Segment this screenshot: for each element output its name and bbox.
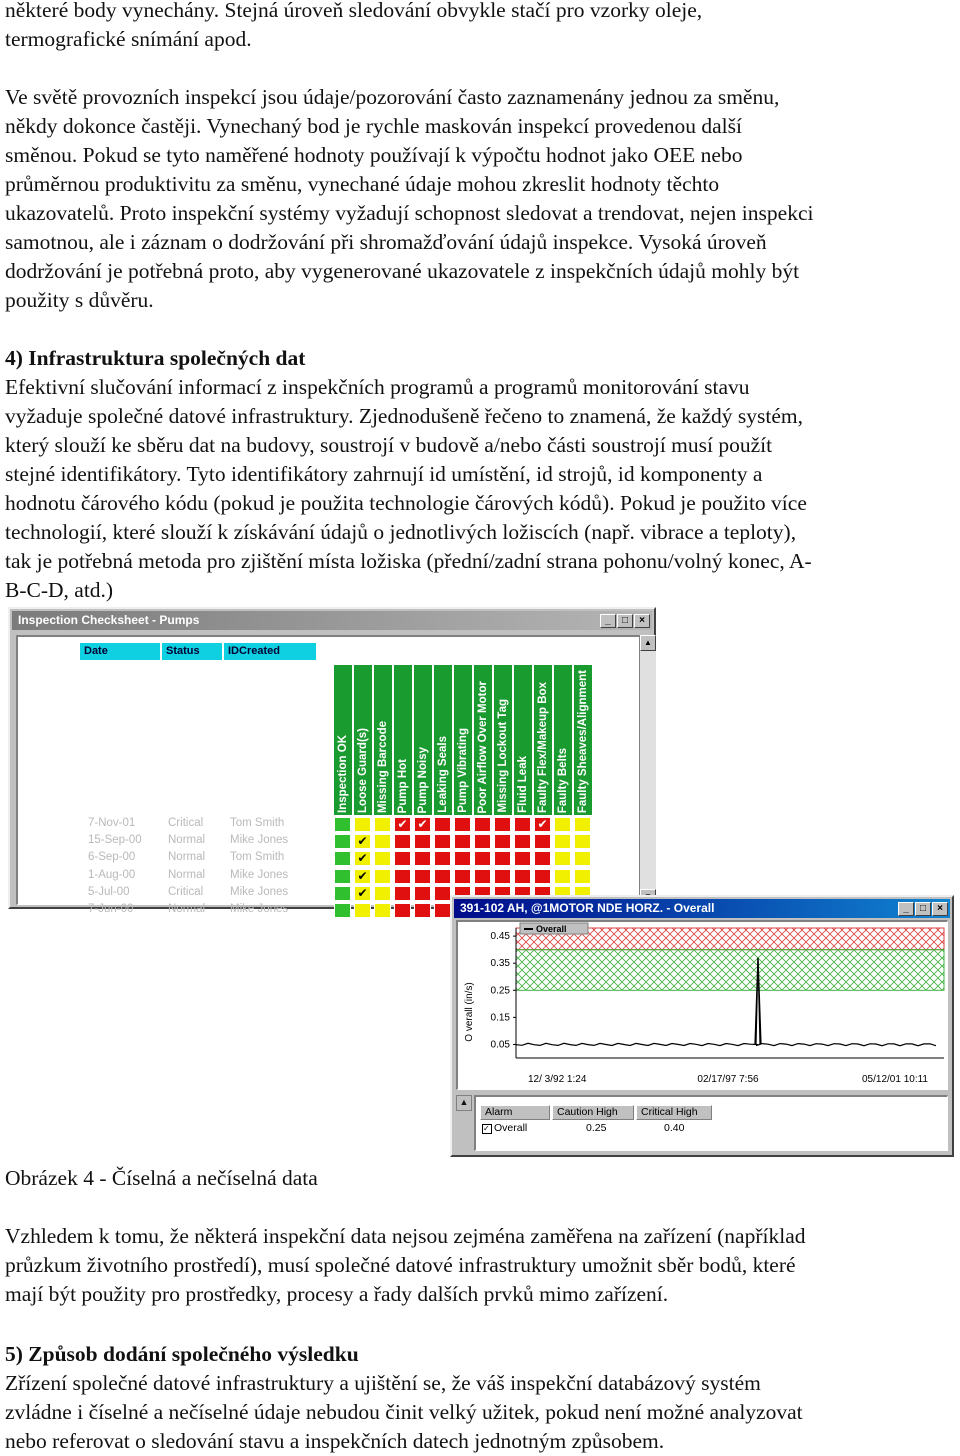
row-status: Normal bbox=[168, 868, 206, 881]
status-cell[interactable] bbox=[534, 834, 551, 849]
figure-caption: Obrázek 4 - Číselná a nečíselná data bbox=[5, 1166, 318, 1190]
status-cell[interactable] bbox=[454, 834, 471, 849]
checksheet-scrollbar[interactable] bbox=[639, 635, 656, 905]
status-cell[interactable] bbox=[394, 869, 411, 884]
alarm-row-label: Overall bbox=[494, 1122, 528, 1134]
status-cell[interactable] bbox=[514, 817, 531, 832]
column-label-text: Fluid Leak bbox=[517, 756, 529, 813]
row-status: Normal bbox=[168, 903, 206, 915]
status-cell[interactable] bbox=[494, 869, 511, 884]
alarm-table bbox=[474, 1095, 948, 1151]
column-label-text: Pump Vibrating bbox=[457, 728, 469, 813]
text-line: průměrnou produktivitu za směnu, vynechané údaje mohou zkreslit hodnoty těchto bbox=[5, 172, 720, 196]
text-line: někdy dokonce častěji. Vynechaný bod je rychle maskován inspekcí provedenou další bbox=[5, 114, 742, 138]
status-cell[interactable] bbox=[334, 817, 351, 832]
paragraph-infrastructure bbox=[5, 373, 955, 605]
column-label-text: Loose Guard(s) bbox=[357, 728, 369, 813]
text-line: Vzhledem k tomu, že některá inspekční data nejsou zejména zaměřena na zařízení (například bbox=[5, 1224, 806, 1248]
column-label-text: Pump Hot bbox=[397, 758, 409, 813]
minimize-button[interactable]: _ bbox=[898, 902, 914, 916]
column-label bbox=[534, 665, 552, 815]
row-date: 7-Nov-01 bbox=[88, 817, 136, 829]
row-date: 6-Sep-00 bbox=[88, 851, 136, 864]
caution-header: Caution High bbox=[552, 1105, 634, 1120]
status-cell[interactable] bbox=[374, 886, 391, 901]
status-cell[interactable] bbox=[514, 869, 531, 884]
status-cell[interactable]: ✔ bbox=[394, 817, 411, 832]
status-cell[interactable] bbox=[394, 851, 411, 866]
row-status: Critical bbox=[168, 817, 204, 829]
status-cell[interactable] bbox=[394, 903, 411, 918]
trend-title: 391-102 AH, @1MOTOR NDE HORZ. - Overall bbox=[460, 901, 715, 915]
status-cell[interactable] bbox=[554, 869, 571, 884]
column-label-text: Faulty Flex/Makeup Box bbox=[537, 681, 549, 813]
minimize-button[interactable]: _ bbox=[600, 614, 616, 628]
maximize-button[interactable]: □ bbox=[617, 614, 633, 628]
row-status: Normal bbox=[168, 851, 206, 864]
y-tick-label: 0.35 bbox=[490, 958, 510, 970]
status-cell[interactable] bbox=[474, 869, 491, 884]
row-id: Mike Jones bbox=[230, 903, 289, 915]
row-status: Critical bbox=[168, 885, 204, 898]
header-status[interactable]: Status bbox=[162, 643, 222, 660]
status-cell[interactable] bbox=[414, 886, 431, 901]
text-line: B-C-D, atd.) bbox=[5, 578, 114, 602]
alarm-scroll-box[interactable]: ▲ bbox=[456, 1095, 472, 1111]
status-cell[interactable] bbox=[454, 851, 471, 866]
status-cell[interactable] bbox=[374, 834, 391, 849]
status-cell[interactable] bbox=[434, 817, 451, 832]
status-cell[interactable] bbox=[474, 817, 491, 832]
row-id: Tom Smith bbox=[230, 851, 285, 864]
status-cell[interactable] bbox=[454, 869, 471, 884]
status-cell[interactable] bbox=[434, 903, 451, 918]
close-button[interactable]: × bbox=[634, 614, 650, 628]
caution-value: 0.25 bbox=[586, 1122, 607, 1134]
row-id: Tom Smith bbox=[230, 817, 285, 829]
status-cell[interactable] bbox=[574, 834, 591, 849]
status-cell[interactable] bbox=[534, 851, 551, 866]
text-line: zvládne i číselné a nečíselné údaje nebudou činit velký užitek, pokud není možné analyzovat bbox=[5, 1400, 803, 1424]
row-id: Mike Jones bbox=[230, 834, 289, 847]
column-label bbox=[474, 665, 492, 815]
text-line: vyžaduje společné datové infrastruktury. Zjednodušeně řečeno to znamená, že každý systém, bbox=[5, 404, 803, 428]
header-date[interactable]: Date bbox=[80, 643, 160, 660]
checksheet-title: Inspection Checksheet - Pumps bbox=[18, 613, 200, 627]
status-cell[interactable] bbox=[374, 869, 391, 884]
column-label bbox=[454, 665, 472, 815]
critical-header: Critical High bbox=[636, 1105, 712, 1120]
column-label-text: Faulty Belts bbox=[557, 747, 569, 813]
status-cell[interactable] bbox=[374, 851, 391, 866]
row-status: Normal bbox=[168, 834, 206, 847]
column-label-text: Poor Airflow Over Motor bbox=[477, 680, 489, 813]
status-cell[interactable] bbox=[514, 834, 531, 849]
text-line: samotnou, ale i záznam o dodržování při shromažďování údajů inspekce. Vysoká úroveň bbox=[5, 230, 767, 254]
checksheet-titlebar bbox=[12, 611, 652, 630]
status-cell[interactable] bbox=[414, 869, 431, 884]
status-cell[interactable] bbox=[554, 834, 571, 849]
text-line: Ve světě provozních inspekcí jsou údaje/pozorování často zaznamenány jednou za směnu, bbox=[5, 85, 780, 109]
text-line: dodržování je potřebná proto, aby vygenerované ukazovatele z inspekčních údajů mohly být bbox=[5, 259, 800, 283]
column-label bbox=[434, 665, 452, 815]
text-line: stejné identifikátory. Tyto identifikátory zahrnují id umístění, id strojů, id komponenty a bbox=[5, 462, 763, 486]
text-line: směnou. Pokud se tyto naměřené hodnoty používají k výpočtu hodnot jako OEE nebo bbox=[5, 143, 743, 167]
text-line: mají být použity pro prostředky, procesy a řady dalších prvků mimo zařízení. bbox=[5, 1282, 669, 1306]
y-tick-label: 0.05 bbox=[490, 1039, 510, 1051]
text-line: použity s důvěru. bbox=[5, 288, 154, 312]
maximize-button[interactable]: □ bbox=[915, 902, 931, 916]
status-cell[interactable]: ✔ bbox=[534, 817, 551, 832]
row-id: Mike Jones bbox=[230, 885, 289, 898]
close-button[interactable]: × bbox=[932, 902, 948, 916]
status-cell[interactable]: ✔ bbox=[354, 869, 371, 884]
status-cell[interactable] bbox=[354, 817, 371, 832]
row-id: Mike Jones bbox=[230, 868, 289, 881]
text-line: tak je potřebná metoda pro zjištění místa ložiska (přední/zadní strana pohonu/volný konec, A- bbox=[5, 549, 812, 573]
legend-label: Overall bbox=[536, 924, 567, 934]
status-cell[interactable] bbox=[574, 869, 591, 884]
status-cell[interactable] bbox=[534, 869, 551, 884]
x-tick-label: 02/17/97 7:56 bbox=[697, 1074, 759, 1085]
status-cell[interactable] bbox=[414, 903, 431, 918]
checkbox-icon[interactable]: ✓ bbox=[482, 1124, 492, 1134]
text-line: nebo referovat o sledování stavu a inspekčních datech jednotným způsobem. bbox=[5, 1429, 665, 1453]
column-label-text: Missing Barcode bbox=[377, 720, 389, 813]
text-line: technologií, které slouží k získávání údajů o jednotlivých ložiscích (např. vibrace a teploty), bbox=[5, 520, 797, 544]
trend-plot-pane bbox=[456, 920, 948, 1090]
text-line: hodnotu čárového kódu (pokud je použita technologie čárových kódů). Pokud je použito více bbox=[5, 491, 807, 515]
status-cell[interactable] bbox=[334, 886, 351, 901]
row-date: 1-Aug-00 bbox=[88, 868, 136, 881]
column-label-text: Missing Lockout Tag bbox=[497, 699, 509, 813]
text-line: který slouží ke sběru dat na budovy, soustrojí v budově a/nebo části soustrojí musí použít bbox=[5, 433, 773, 457]
status-cell[interactable] bbox=[514, 851, 531, 866]
status-cell[interactable] bbox=[434, 834, 451, 849]
critical-value: 0.40 bbox=[664, 1122, 685, 1134]
alarm-header: Alarm bbox=[480, 1105, 550, 1120]
text-line: Efektivní slučování informací z inspekčních programů a programů monitorování stavu bbox=[5, 375, 750, 399]
column-label bbox=[394, 665, 412, 815]
column-label-text: Inspection OK bbox=[337, 735, 349, 813]
header-idcreated[interactable]: IDCreated bbox=[224, 643, 316, 660]
text-line: ukazovatelů. Proto inspekční systémy vyžadují schopnost sledovat a trendovat, nejen inspekci bbox=[5, 201, 814, 225]
column-label bbox=[514, 665, 532, 815]
text-line: průzkum životního prostředí), musí společné datové infrastruktury umožnit sběr bodů, které bbox=[5, 1253, 796, 1277]
status-cell[interactable] bbox=[574, 851, 591, 866]
column-label bbox=[334, 665, 352, 815]
column-label bbox=[554, 665, 572, 815]
status-cell[interactable] bbox=[374, 817, 391, 832]
status-cell[interactable] bbox=[474, 851, 491, 866]
status-cell[interactable] bbox=[374, 903, 391, 918]
section-heading-4: 4) Infrastruktura společných dat bbox=[5, 346, 306, 370]
caution-alarm-band bbox=[516, 950, 944, 991]
status-cell[interactable] bbox=[334, 869, 351, 884]
status-cell[interactable] bbox=[434, 851, 451, 866]
status-cell[interactable] bbox=[554, 817, 571, 832]
y-tick-label: 0.15 bbox=[490, 1012, 510, 1024]
column-label bbox=[574, 665, 592, 815]
paragraph-delivery bbox=[5, 1369, 955, 1456]
y-tick-label: 0.45 bbox=[490, 931, 510, 943]
row-date: 7-Jun-00 bbox=[88, 903, 134, 915]
paragraph-intro bbox=[5, 0, 955, 54]
figure-screenshot bbox=[6, 605, 954, 1161]
status-cell[interactable]: ✔ bbox=[354, 834, 371, 849]
y-tick-label: 0.25 bbox=[490, 985, 510, 997]
status-cell[interactable] bbox=[454, 817, 471, 832]
status-cell[interactable] bbox=[494, 834, 511, 849]
text-line: některé body vynechány. Stejná úroveň sledování obvykle stačí pro vzorky oleje, bbox=[5, 0, 703, 22]
column-label bbox=[374, 665, 392, 815]
row-date: 15-Sep-00 bbox=[88, 834, 142, 847]
status-cell[interactable] bbox=[394, 834, 411, 849]
status-cell[interactable] bbox=[334, 903, 351, 918]
column-label bbox=[414, 665, 432, 815]
trend-window bbox=[450, 895, 954, 1157]
status-cell[interactable] bbox=[334, 834, 351, 849]
text-line: Zřízení společné datové infrastruktury a ujištění se, že váš inspekční databázový systém bbox=[5, 1371, 761, 1395]
status-cell[interactable] bbox=[354, 903, 371, 918]
section-heading-5: 5) Způsob dodání společného výsledku bbox=[5, 1342, 359, 1366]
text-line: termografické snímání apod. bbox=[5, 27, 252, 51]
status-cell[interactable] bbox=[394, 886, 411, 901]
status-cell[interactable] bbox=[494, 817, 511, 832]
column-label-text: Faulty Sheaves/Alignment bbox=[577, 669, 589, 813]
status-cell[interactable]: ✔ bbox=[414, 817, 431, 832]
scroll-up-button[interactable]: ▲ bbox=[640, 635, 656, 651]
column-label bbox=[354, 665, 372, 815]
status-cell[interactable]: ✔ bbox=[354, 886, 371, 901]
column-label-text: Leaking Seals bbox=[437, 736, 449, 813]
column-label bbox=[494, 665, 512, 815]
status-cell[interactable]: ✔ bbox=[354, 851, 371, 866]
trend-titlebar bbox=[454, 899, 950, 918]
status-cell[interactable] bbox=[494, 851, 511, 866]
status-cell[interactable] bbox=[414, 834, 431, 849]
status-cell[interactable] bbox=[434, 886, 451, 901]
x-tick-label: 12/ 3/92 1:24 bbox=[528, 1074, 587, 1085]
x-tick-label: 05/12/01 10:11 bbox=[862, 1074, 928, 1085]
status-cell[interactable] bbox=[434, 869, 451, 884]
status-cell[interactable] bbox=[574, 817, 591, 832]
paragraph-inspections bbox=[5, 83, 955, 315]
status-cell[interactable] bbox=[474, 834, 491, 849]
y-axis-label: O verall (in/s) bbox=[464, 982, 475, 1042]
row-date: 5-Jul-00 bbox=[88, 885, 130, 898]
status-cell[interactable] bbox=[554, 851, 571, 866]
alarm-row-name[interactable] bbox=[482, 1122, 527, 1134]
status-cell[interactable] bbox=[334, 851, 351, 866]
trend-chart bbox=[458, 922, 948, 1090]
paragraph-non-asset bbox=[5, 1222, 955, 1309]
column-label-text: Pump Noisy bbox=[417, 746, 429, 813]
status-cell[interactable] bbox=[414, 851, 431, 866]
